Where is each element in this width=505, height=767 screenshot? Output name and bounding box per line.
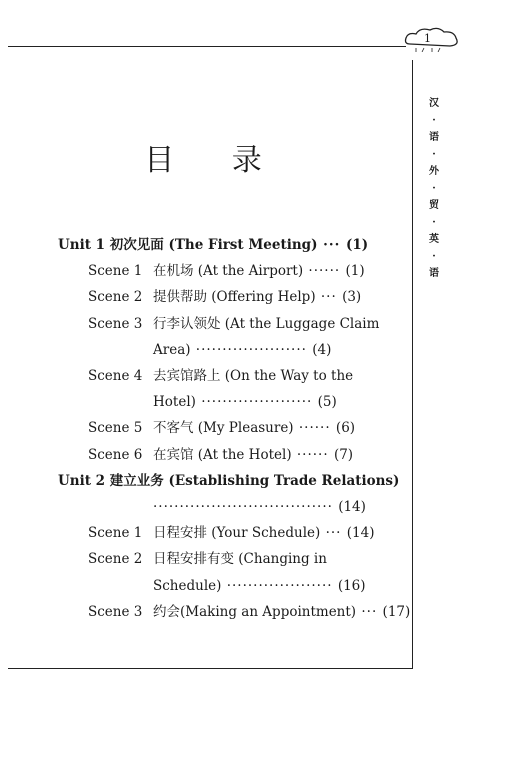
toc-scene-label: Scene 2	[88, 551, 143, 568]
toc-leader: ······	[291, 446, 334, 463]
toc-entry[interactable]	[153, 393, 337, 411]
toc-entry-text: 约会(Making an Appointment)	[153, 603, 357, 620]
toc-page-number: (1)	[345, 237, 369, 253]
toc-leader: ·····················	[195, 394, 318, 411]
toc-unit-entry[interactable]	[58, 472, 399, 490]
toc-scene-label: Scene 3	[88, 603, 143, 620]
toc-leader: ······	[293, 420, 336, 437]
toc-entry[interactable]	[153, 288, 361, 306]
toc-leader: ··································	[153, 499, 339, 515]
toc-leader: ···	[320, 525, 347, 542]
toc-scene-label: Scene 5	[88, 420, 143, 437]
toc-leader: ·····················	[190, 341, 313, 358]
toc-page-number: (6)	[335, 420, 356, 437]
toc-leader: ····················	[221, 577, 338, 594]
toc-scene-label: Scene 1	[88, 525, 143, 542]
toc-entry-text: Area)	[153, 341, 191, 358]
toc-entry[interactable]	[153, 524, 374, 542]
toc-leader: ···	[315, 289, 343, 306]
toc-entry[interactable]	[153, 419, 355, 437]
toc-entry-text: Schedule)	[153, 577, 222, 594]
toc-page-number: (14)	[338, 499, 366, 515]
toc-entry[interactable]	[153, 550, 327, 568]
toc-entry-text: Unit 2 建立业务 (Establishing Trade Relations)	[58, 472, 400, 489]
cloud-icon	[402, 26, 460, 52]
page-title: 目 录	[144, 143, 286, 178]
toc-scene-label: Scene 6	[88, 446, 143, 463]
toc-entry[interactable]	[153, 341, 331, 359]
toc-entry-text: 提供帮助 (Offering Help)	[153, 289, 316, 306]
top-rule	[8, 46, 406, 47]
toc-entry[interactable]	[153, 262, 365, 280]
toc-entry[interactable]	[153, 315, 379, 333]
toc-entry-text: Unit 1 初次见面 (The First Meeting)	[58, 237, 318, 253]
toc-entry-text: Hotel)	[153, 394, 196, 411]
page-number: 1	[424, 32, 431, 45]
toc-entry[interactable]	[153, 498, 366, 516]
toc-page-number: (17)	[382, 603, 411, 620]
toc-leader: ···	[356, 603, 383, 620]
toc-entry-text: 去宾馆路上 (On the Way to the	[153, 368, 354, 384]
toc-page-number: (3)	[342, 289, 362, 306]
toc-entry[interactable]	[153, 603, 410, 621]
toc-page-number: (14)	[346, 525, 375, 542]
toc-page-number: (5)	[317, 394, 337, 411]
toc-scene-label: Scene 3	[88, 315, 143, 332]
toc-entry-text: 在机场 (At the Airport)	[153, 263, 304, 280]
bottom-rule	[8, 668, 413, 669]
toc-entry-text: 行李认领处 (At the Luggage Claim	[153, 315, 380, 332]
toc-page-number: (16)	[337, 577, 366, 594]
toc-page-number: (4)	[312, 341, 332, 358]
toc-entry-text: 不客气 (My Pleasure)	[153, 420, 294, 437]
toc-leader: ······	[303, 263, 346, 280]
toc-entry-text: 日程安排 (Your Schedule)	[153, 525, 321, 542]
toc-page-number: (1)	[345, 263, 365, 280]
toc-entry[interactable]	[153, 367, 353, 385]
toc-leader: ···	[317, 237, 346, 253]
toc-unit-entry[interactable]	[58, 236, 368, 254]
toc-entry-text: 日程安排有变 (Changing in	[153, 551, 327, 568]
toc-page-number: (7)	[333, 446, 354, 463]
toc-entry[interactable]	[153, 577, 366, 595]
toc-scene-label: Scene 4	[88, 368, 143, 384]
toc-entry[interactable]	[153, 446, 353, 464]
toc-scene-label: Scene 1	[88, 263, 143, 280]
vertical-book-title: 汉·语·外·贸·英·语	[429, 98, 439, 279]
toc-scene-label: Scene 2	[88, 289, 143, 306]
toc-entry-text: 在宾馆 (At the Hotel)	[153, 446, 292, 463]
